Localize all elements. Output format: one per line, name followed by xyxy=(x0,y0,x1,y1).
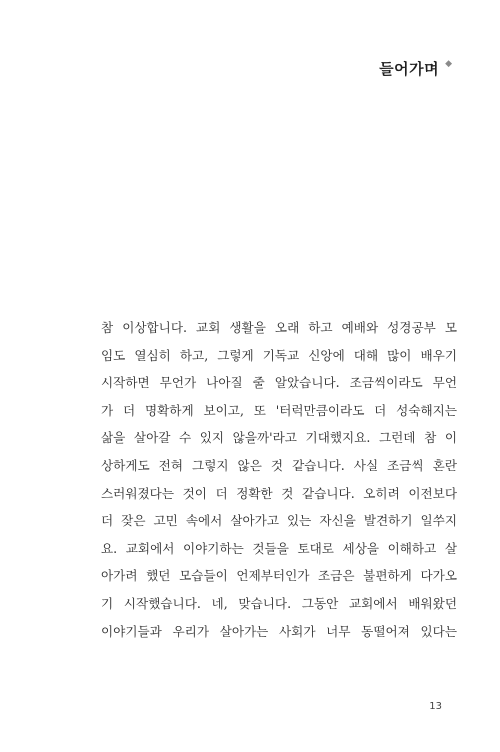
body-line: 스러워졌다는 것이 더 정확한 것 같습니다. 오히려 이전보다 xyxy=(101,485,457,501)
body-line: 아가려 했던 모습들이 언제부터인가 조금은 불편하게 다가오 xyxy=(101,568,457,584)
page-number: 13 xyxy=(429,701,442,712)
body-paragraph xyxy=(101,314,457,645)
body-line: 더 잦은 고민 속에서 살아가고 있는 자신을 발견하기 일쑤지 xyxy=(101,513,457,529)
body-line: 가 더 명확하게 보이고, 또 '터럭만큼이라도 더 성숙해지는 xyxy=(101,402,457,418)
body-line: 기 시작했습니다. 네, 맞습니다. 그동안 교회에서 배워왔던 xyxy=(101,595,457,611)
diamond-ornament-icon: ◆ xyxy=(445,58,452,69)
body-line: 요. 교회에서 이야기하는 것들을 토대로 세상을 이해하고 살 xyxy=(101,540,457,556)
body-line: 참 이상합니다. 교회 생활을 오래 하고 예배와 성경공부 모 xyxy=(101,320,457,335)
body-line: 이야기들과 우리가 살아가는 사회가 너무 동떨어져 있다는 xyxy=(101,623,457,639)
body-line: 상하게도 전혀 그렇지 않은 것 같습니다. 사실 조금씩 혼란 xyxy=(101,457,457,473)
body-line: 삶을 살아갈 수 있지 않을까'라고 기대했지요. 그런데 참 이 xyxy=(101,430,457,446)
body-line: 시작하면 무언가 나아질 줄 알았습니다. 조금씩이라도 무언 xyxy=(101,375,457,391)
body-line: 임도 열심히 하고, 그렇게 기독교 신앙에 대해 많이 배우기 xyxy=(101,347,457,363)
chapter-heading xyxy=(379,58,452,79)
chapter-title: 들어가며 xyxy=(379,60,440,78)
